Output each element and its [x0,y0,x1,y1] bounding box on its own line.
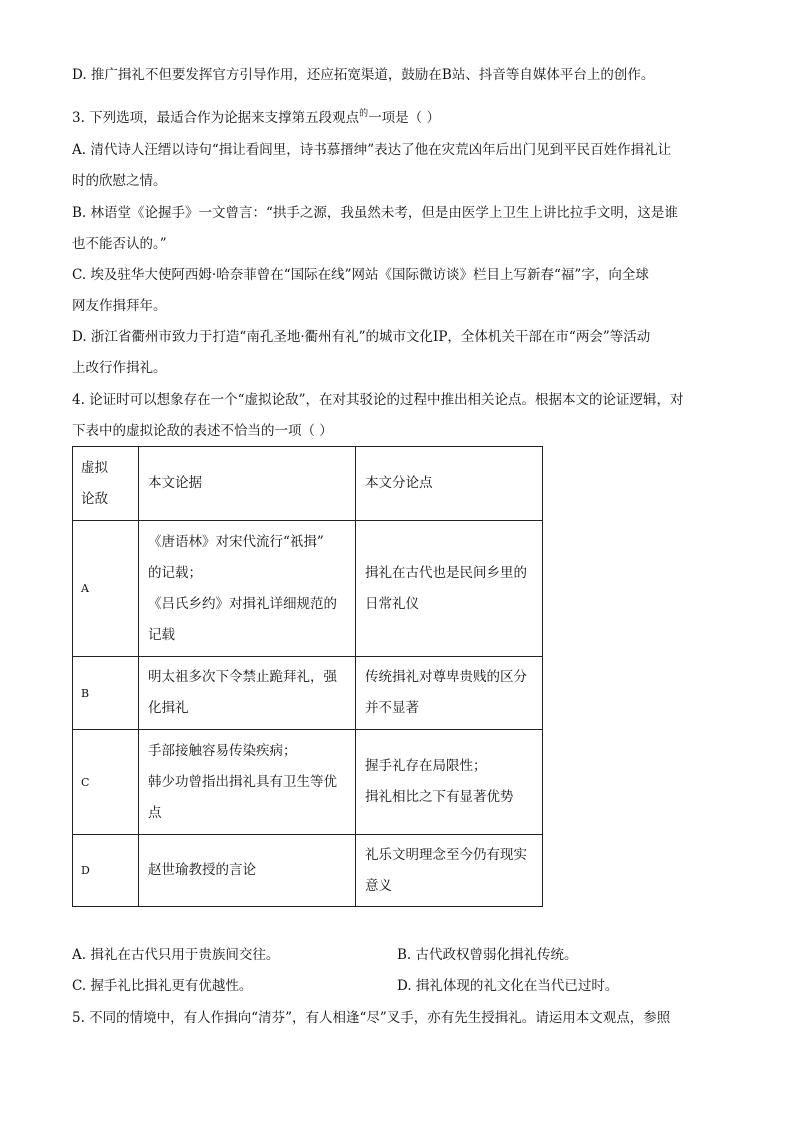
row-c-evidence-line3: 点 [148,804,162,821]
header-cell-evidence [139,447,356,521]
row-a-point-line1: 揖礼在古代也是民间乡里的 [365,564,527,581]
row-d-point-line1: 礼乐文明理念至今仍有现实 [365,846,527,863]
row-a-evidence-line4: 记载 [148,626,175,643]
row-b-label: B [73,657,139,730]
table-row [73,657,543,730]
table-header-row [73,447,543,521]
header-point: 本文分论点 [365,475,433,491]
q3-option-c-line2: 网友作揖拜年。 [72,298,167,314]
q2-option-d: D. 推广揖礼不但要发挥官方引导作用，还应拓宽渠道，鼓励在B站、抖音等自媒体平台上的创作。 [72,67,655,83]
q3-option-a-line1: A. 清代诗人汪缙以诗句“揖让看闾里，诗书慕搢绅”表达了他在灾荒凶年后出门见到平民百姓作揖礼让 [72,142,672,158]
q4-stem-line2: 下表中的虚拟论敌的表述不恰当的一项（ ） [72,423,333,439]
row-a-evidence [139,521,356,657]
header-evidence: 本文论据 [148,475,202,491]
header-cell-opponent [73,447,139,521]
q4-option-d: D. 揖礼体现的礼文化在当代已过时。 [397,978,619,994]
row-d-point [356,835,543,907]
header-opponent-line1: 虚拟 [81,459,108,476]
row-c-label: C [73,730,139,835]
row-a-point-line2: 日常礼仪 [365,595,419,612]
row-c-evidence-line1: 手部接触容易传染疾病； [148,742,297,759]
q3-stem-sup: 的 [359,109,369,119]
row-d-evidence [139,835,356,907]
row-b-point-line2: 并不显著 [365,700,419,716]
row-b-evidence [139,657,356,730]
row-c-point [356,730,543,835]
row-a-point [356,521,543,657]
q3-option-b-line1: B. 林语堂《论握手》一文曾言：“拱手之源，我虽然未考，但是由医学上卫生上讲比拉手文明，这是谁 [72,205,678,221]
q3-option-b-line2: 也不能否认的。” [72,236,167,252]
q3-option-c-line1: C. 埃及驻华大使阿西姆·哈奈菲曾在“国际在线”网站《国际微访谈》栏目上写新春“福”字，向全球 [72,267,649,283]
row-a-evidence-line2: 的记载； [148,564,202,581]
row-c-evidence-line2: 韩少功曾指出揖礼具有卫生等优 [148,773,337,790]
q4-option-c: C. 握手礼比揖礼更有优越性。 [72,978,253,994]
debate-table [72,446,543,907]
q3-option-d-line1: D. 浙江省衢州市致力于打造“南孔圣地·衢州有礼”的城市文化IP，全体机关干部在市“两会”等活动 [72,329,651,345]
table-row [73,730,543,835]
row-d-evidence-line1: 赵世瑜教授的言论 [148,862,256,878]
q3-option-d-line2: 上改行作揖礼。 [72,360,167,376]
row-b-point [356,657,543,730]
row-a-evidence-line1: 《唐语林》对宋代流行“祇揖” [148,533,324,550]
q5-stem: 5. 不同的情境中，有人作揖向“清芬”，有人相逢“尽”叉手，亦有先生授揖礼。请运用本文观点，参照 [72,1010,671,1026]
q3-stem-tail: 一项是（ ） [368,110,440,126]
table-row [73,521,543,657]
row-a-label: A [73,521,139,657]
q3-option-a-line2: 时的欣慰之情。 [72,173,167,189]
header-opponent-line2: 论敌 [81,490,108,507]
q3-stem-text: 3. 下列选项，最适合作为论据来支撑第五段观点 [72,110,360,126]
row-c-point-line2: 揖礼相比之下有显著优势 [365,789,514,805]
q4-option-b: B. 古代政权曾弱化揖礼传统。 [397,947,578,963]
row-a-evidence-line3: 《吕氏乡约》对揖礼详细规范的 [148,595,337,612]
row-b-point-line1: 传统揖礼对尊卑贵贱的区分 [365,669,527,685]
q4-stem-line1: 4. 论证时可以想象存在一个“虚拟论敌”，在对其驳论的过程中推出相关论点。根据本文的论证逻辑，对 [72,392,684,408]
row-c-point-line1: 握手礼存在局限性； [365,758,487,774]
q4-option-a: A. 揖礼在古代只用于贵族间交往。 [72,947,280,963]
header-cell-point [356,447,543,521]
row-d-point-line2: 意义 [365,877,392,894]
row-b-evidence-line2: 化揖礼 [148,700,189,716]
row-d-label: D [73,835,139,907]
row-b-evidence-line1: 明太祖多次下令禁止跪拜礼，强 [148,669,337,685]
q3-stem [72,105,440,127]
row-c-evidence [139,730,356,835]
table-row [73,835,543,907]
